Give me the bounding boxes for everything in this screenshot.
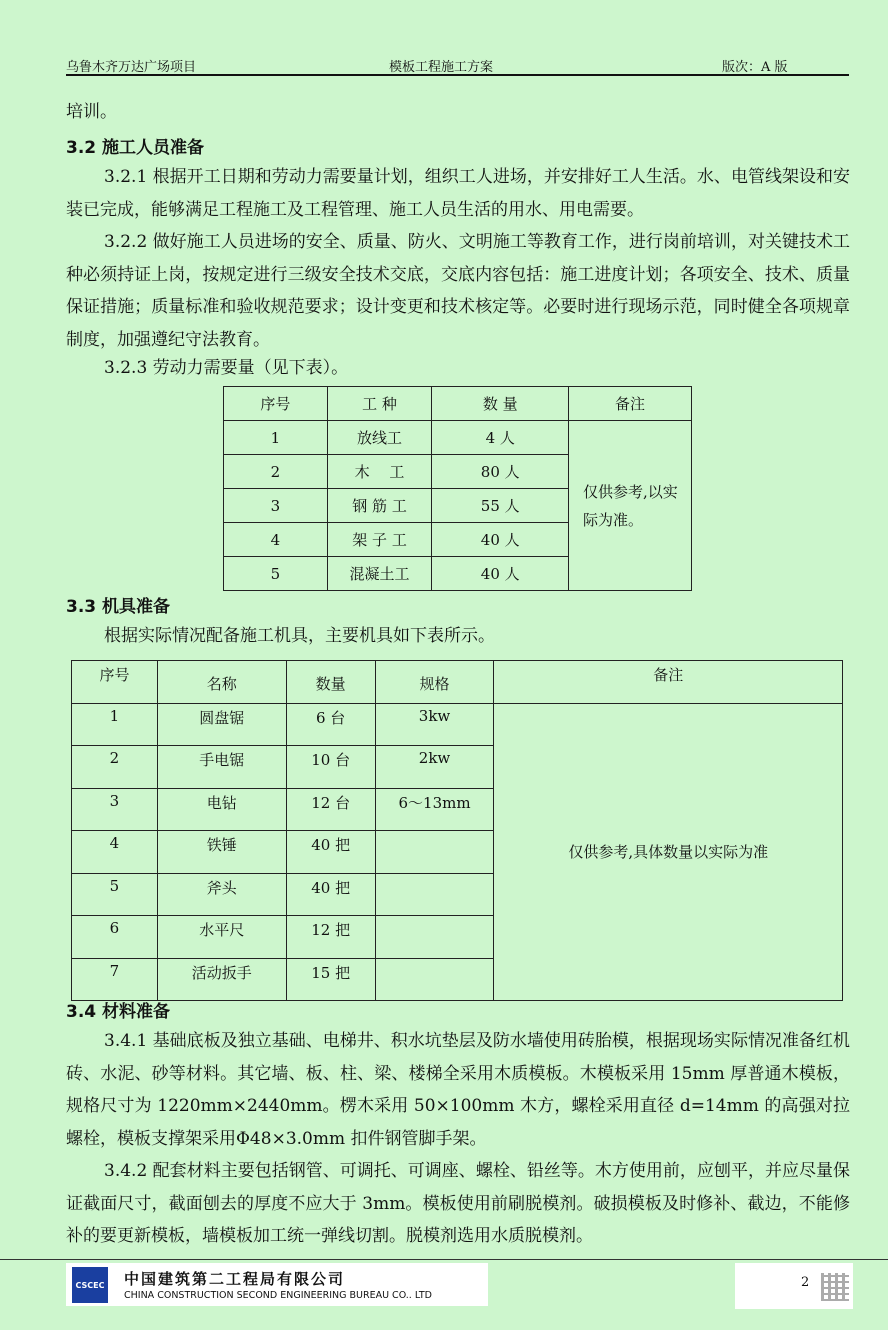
para-3-2-2: 3.2.2 做好施工人员进场的安全、质量、防火、文明施工等教育工作，进行岗前培训，对关键技术工种必须持证上岗，按规定进行三级安全技术交底，交底内容包括：施工进度计划；各项安全、技术、质量保证措施；质量标准和验收规范要求；设计变更和技术核定等。必要时进行现场示范，同时健全各项规章制度，加强遵纪守法教育。 [66, 232, 850, 350]
cell-qty: 15 把 [286, 958, 375, 1001]
table-row [72, 703, 843, 746]
cscec-logo-icon [72, 1267, 108, 1303]
cell-qty: 40 人 [432, 557, 569, 591]
header-doc-title: 模板工程施工方案 [389, 60, 494, 75]
para-3-2-3: 3.2.3 劳动力需要量（见下表）。 [104, 358, 349, 378]
company-name-en: CHINA CONSTRUCTION SECOND ENGINEERING BUREAU CO.. LTD [124, 1290, 432, 1301]
labor-table [223, 386, 692, 591]
col-header: 序号 [224, 387, 328, 421]
cell-name: 铁锤 [157, 831, 286, 874]
header-version: 版次：A 版 [722, 60, 788, 75]
cell-qty: 12 把 [286, 916, 375, 959]
cell-no: 5 [224, 557, 328, 591]
cell-name: 圆盘锯 [157, 703, 286, 746]
cell-qty: 40 把 [286, 831, 375, 874]
grid-pattern-icon [821, 1273, 849, 1301]
cell-no: 7 [72, 958, 158, 1001]
intro-text: 培训。 [66, 102, 117, 122]
cell-qty: 40 把 [286, 873, 375, 916]
cell-no: 3 [224, 489, 328, 523]
cell-no: 2 [72, 746, 158, 789]
company-name-cn: 中国建筑第二工程局有限公司 [124, 1270, 346, 1288]
cell-no: 3 [72, 788, 158, 831]
cell-qty: 80 人 [432, 455, 569, 489]
table-header-row [72, 661, 843, 704]
cell-qty: 10 台 [286, 746, 375, 789]
footer-divider [0, 1259, 888, 1260]
cell-spec: 3kw [375, 703, 494, 746]
page-number-box [735, 1263, 853, 1309]
cell-no: 5 [72, 873, 158, 916]
cell-name: 水平尺 [157, 916, 286, 959]
cell-spec [375, 916, 494, 959]
cell-spec [375, 958, 494, 1001]
col-header: 名称 [157, 661, 286, 704]
cell-spec: 6～13mm [375, 788, 494, 831]
section-3-4-title: 3.4 材料准备 [66, 1002, 171, 1022]
cell-name: 电钻 [157, 788, 286, 831]
cell-type: 钢 筋 工 [327, 489, 432, 523]
cell-no: 6 [72, 916, 158, 959]
table-header-row [224, 387, 692, 421]
col-header: 备注 [494, 661, 843, 704]
cell-name: 斧头 [157, 873, 286, 916]
logo-text: CSCEC [75, 1280, 105, 1290]
cell-type: 木 工 [327, 455, 432, 489]
cell-name: 活动扳手 [157, 958, 286, 1001]
cell-type: 混凝土工 [327, 557, 432, 591]
section-3-2-title: 3.2 施工人员准备 [66, 138, 205, 158]
cell-spec: 2kw [375, 746, 494, 789]
cell-no: 1 [72, 703, 158, 746]
cell-no: 1 [224, 421, 328, 455]
table-row [224, 421, 692, 455]
header-project: 乌鲁木齐万达广场项目 [66, 60, 197, 75]
para-3-3: 根据实际情况配备施工机具，主要机具如下表所示。 [104, 626, 495, 646]
company-logo-block [66, 1263, 488, 1306]
cell-qty: 40 人 [432, 523, 569, 557]
cell-qty: 55 人 [432, 489, 569, 523]
cell-no: 4 [72, 831, 158, 874]
cell-no: 2 [224, 455, 328, 489]
cell-name: 手电锯 [157, 746, 286, 789]
cell-spec [375, 873, 494, 916]
col-header: 数 量 [432, 387, 569, 421]
cell-qty: 6 台 [286, 703, 375, 746]
cell-spec [375, 831, 494, 874]
page-number: 2 [801, 1275, 810, 1290]
cell-note [569, 421, 692, 591]
page-header [66, 52, 849, 76]
col-header: 数量 [286, 661, 375, 704]
col-header: 规格 [375, 661, 494, 704]
cell-type: 架 子 工 [327, 523, 432, 557]
para-3-2-1: 3.2.1 根据开工日期和劳动力需要量计划，组织工人进场，并安排好工人生活。水、电管线架设和安装已完成，能够满足工程施工及工程管理、施工人员生活的用水、用电需要。 [66, 167, 850, 220]
para-3-4-2: 3.4.2 配套材料主要包括钢管、可调托、可调座、螺栓、铅丝等。木方使用前，应刨平，并应尽量保证截面尺寸，截面刨去的厚度不应大于 3mm。模板使用前刷脱模剂。破损模板及时修补、截边，不能修补的要更新模板，墙模板加工统一弹线切割。脱模剂选用水质脱模剂。 [66, 1161, 850, 1246]
col-header: 序号 [72, 661, 158, 704]
cell-qty: 12 台 [286, 788, 375, 831]
tool-note: 仅供参考,具体数量以实际为准 [494, 703, 843, 1001]
col-header: 备注 [569, 387, 692, 421]
col-header: 工 种 [327, 387, 432, 421]
labor-note: 仅供参考,以实际为准。 [583, 482, 678, 529]
para-3-4-1: 3.4.1 基础底板及独立基础、电梯井、积水坑垫层及防水墙使用砖胎模，根据现场实际情况准备红机砖、水泥、砂等材料。其它墙、板、柱、梁、楼梯全采用木质模板。木模板采用 15mm 厚普通木模板，规格尺寸为 1220mm×2440mm。楞木采用 50×100mm 木方，螺栓采用直径 d=14mm 的高强对拉螺栓，模板支撑架采用Φ48×3.0mm 扣件钢管脚手架。 [66, 1031, 850, 1149]
tool-table [71, 660, 843, 1001]
cell-no: 4 [224, 523, 328, 557]
section-3-3-title: 3.3 机具准备 [66, 597, 171, 617]
cell-type: 放线工 [327, 421, 432, 455]
cell-qty: 4 人 [432, 421, 569, 455]
